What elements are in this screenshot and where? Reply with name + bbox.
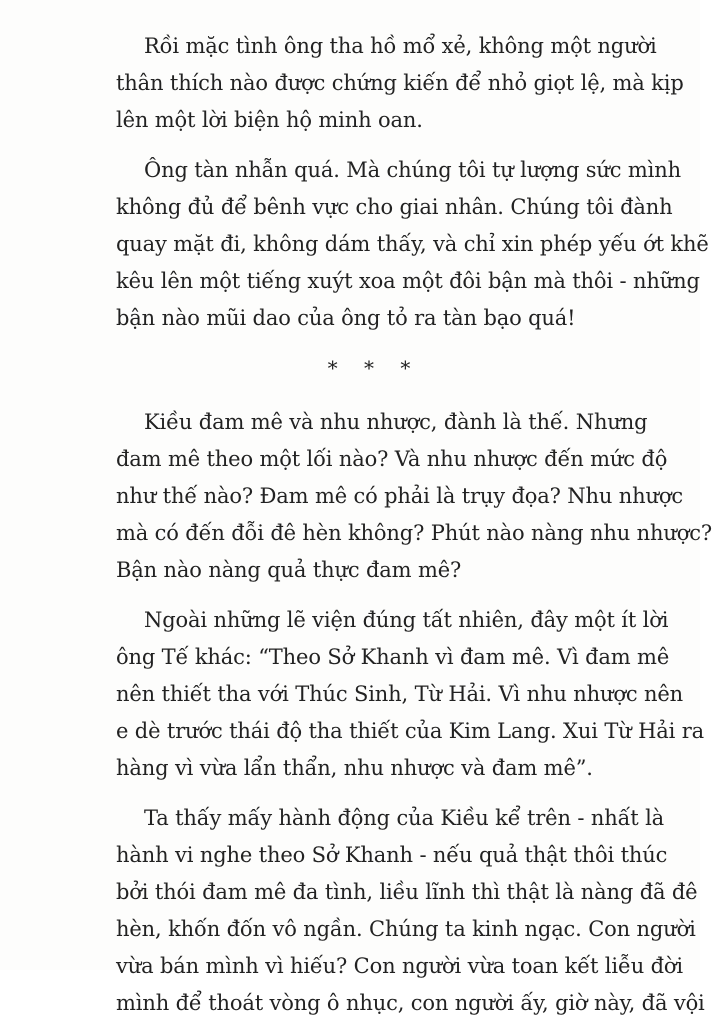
text-line: Rồi mặc tình ông tha hồ mổ xẻ, không một người	[144, 34, 657, 58]
text-line: không đủ để bênh vực cho giai nhân. Chúng tôi đành	[116, 195, 673, 219]
paragraph-1	[116, 28, 684, 139]
text-line: e dè trước thái độ tha thiết của Kim Lang. Xui Từ Hải ra	[116, 719, 704, 743]
text-line: vừa bán mình vì hiếu? Con người vừa toan kết liễu đời	[116, 954, 683, 978]
text-line: mình để thoát vòng ô nhục, con người ấy, giờ này, đã vội	[116, 991, 705, 1015]
text-line: bởi thói đam mê đa tình, liều lĩnh thì thật là nàng đã đê	[116, 880, 698, 904]
section-separator: * * *	[327, 356, 421, 380]
text-line: mà có đến đỗi đê hèn không? Phút nào nàng nhu nhược?	[116, 521, 712, 545]
text-line: Bận nào nàng quả thực đam mê?	[116, 558, 462, 582]
text-line: ông Tế khác: “Theo Sở Khanh vì đam mê. Vì đam mê	[116, 645, 670, 669]
text-line: hành vi nghe theo Sở Khanh - nếu quả thật thôi thúc	[116, 843, 668, 867]
text-line: hàng vì vừa lẩn thẩn, nhu nhược và đam mê”.	[116, 756, 593, 780]
text-line: hèn, khốn đốn vô ngần. Chúng ta kinh ngạc. Con người	[116, 917, 696, 941]
text-line: Ngoài những lẽ viện đúng tất nhiên, đây một ít lời	[144, 608, 669, 632]
text-line: đam mê theo một lối nào? Và nhu nhược đến mức độ	[116, 447, 668, 471]
text-line: Kiều đam mê và nhu nhược, đành là thế. Nhưng	[144, 410, 648, 434]
paragraph-2	[116, 152, 709, 337]
text-line: thân thích nào được chứng kiến để nhỏ giọt lệ, mà kịp	[116, 71, 684, 95]
text-line: nên thiết tha với Thúc Sinh, Từ Hải. Vì nhu nhược nên	[116, 682, 684, 706]
paragraph-4	[116, 602, 704, 787]
text-line: kêu lên một tiếng xuýt xoa một đôi bận mà thôi - những	[116, 269, 700, 293]
body-text	[116, 28, 712, 1035]
text-line: quay mặt đi, không dám thấy, và chỉ xin phép yếu ớt khẽ	[116, 232, 709, 256]
text-line: Ta thấy mấy hành động của Kiều kể trên - nhất là	[144, 806, 665, 830]
text-line: như thế nào? Đam mê có phải là trụy đọa? Nhu nhược	[116, 484, 684, 508]
text-line: Ông tàn nhẫn quá. Mà chúng tôi tự lượng sức mình	[144, 158, 681, 182]
text-line: lên một lời biện hộ minh oan.	[116, 108, 423, 132]
paragraph-5	[116, 800, 705, 1022]
text-line: bận nào mũi dao của ông tỏ ra tàn bạo quá!	[116, 306, 576, 330]
paragraph-3	[116, 404, 712, 589]
